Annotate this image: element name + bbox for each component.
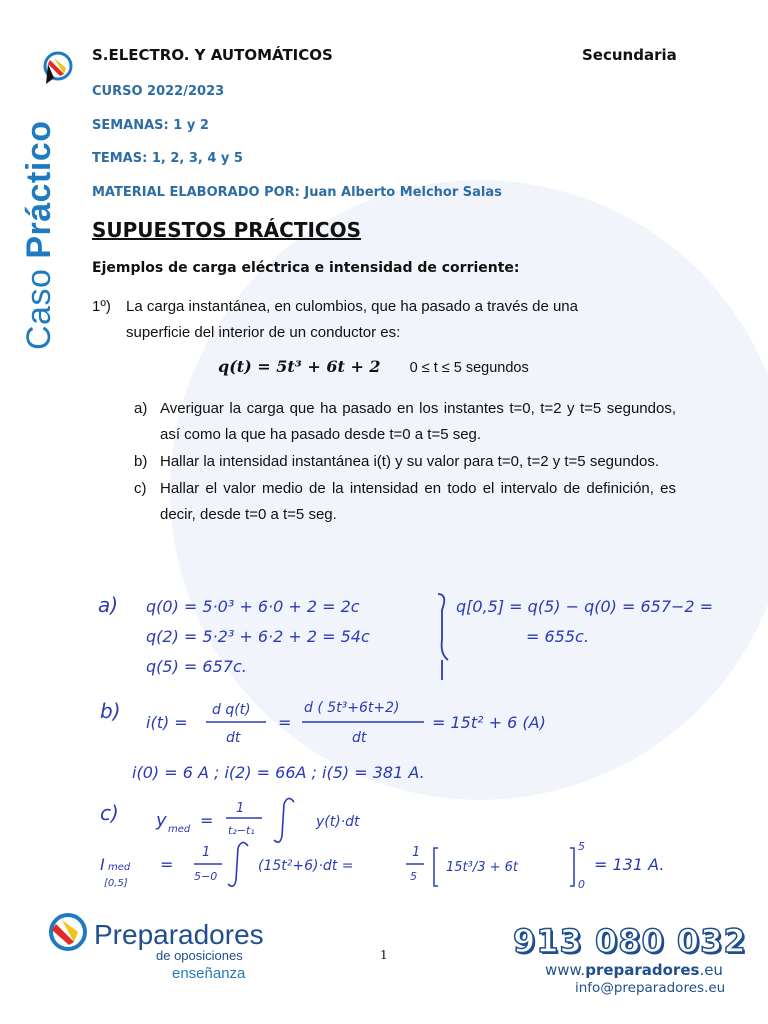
header-topics: TEMAS: 1, 2, 3, 4 y 5 <box>92 151 243 166</box>
section-subtitle: Ejemplos de carga eléctrica e intensidad de corriente: <box>92 260 520 276</box>
handwritten-solution <box>90 580 758 900</box>
solution-b-label: b) <box>100 699 121 723</box>
question-text: Hallar el valor medio de la intensidad en todo el intervalo de definición, es decir, desde t=0 a t=5 seg. <box>160 480 676 523</box>
solution-a-line-3: q(5) = 657c. <box>146 657 247 676</box>
solution-b-lhs: i(t) = <box>146 713 188 732</box>
section-title: SUPUESTOS PRÁCTICOS <box>92 218 362 242</box>
header-author: MATERIAL ELABORADO POR: Juan Alberto Melchor Salas <box>92 185 502 200</box>
equals-sign: = <box>278 713 292 732</box>
bracket-upper-limit: 5 <box>578 840 585 853</box>
website-domain: preparadores <box>585 961 700 979</box>
question-text: Hallar la intensidad instantánea i(t) y su valor para t=0, t=2 y t=5 segundos. <box>160 453 660 470</box>
brand-tag-text: enseñanza <box>172 965 246 982</box>
solution-c2-frac2-num: 1 <box>412 845 421 860</box>
solution-c-I-sub: med <box>108 862 131 873</box>
contact-phone: 913 080 032 <box>513 922 747 960</box>
solution-c-y: y <box>156 810 167 831</box>
contact-website[interactable] <box>545 961 723 979</box>
header-weeks: SEMANAS: 1 y 2 <box>92 118 209 133</box>
question-item <box>134 396 676 448</box>
side-vertical-title <box>20 120 59 350</box>
question-letter: c) <box>134 480 147 497</box>
solution-c-label: c) <box>100 801 119 825</box>
solution-c-integrand: y(t)·dt <box>316 814 360 830</box>
brand-logo-icon <box>40 48 76 92</box>
solution-brace-icon <box>438 594 448 680</box>
solution-c-y-sub: med <box>168 824 191 835</box>
page-number: 1 <box>380 948 388 962</box>
solution-b-frac2-num: d ( 5t³+6t+2) <box>304 700 400 716</box>
question-letter: a) <box>134 400 148 417</box>
question-list <box>134 396 676 529</box>
header-course: CURSO 2022/2023 <box>92 84 225 99</box>
contact-email[interactable]: info@preparadores.eu <box>575 980 726 996</box>
solution-c2-frac-num: 1 <box>202 845 211 860</box>
equals-sign: = <box>160 855 174 874</box>
problem-statement <box>92 294 676 346</box>
side-title-bold: Práctico <box>20 120 58 259</box>
integral-icon <box>228 842 248 886</box>
solution-c2-bracket-content: 15t³/3 + 6t <box>446 860 519 875</box>
charge-formula <box>218 357 529 376</box>
solution-c-frac-den: t₂−t₁ <box>228 824 255 837</box>
solution-b-frac2-den: dt <box>352 730 367 746</box>
footer-brand-logo <box>44 902 284 982</box>
bracket-lower-limit: 0 <box>578 878 585 891</box>
solution-c-I-interval: [0,5] <box>104 878 128 889</box>
question-letter: b) <box>134 453 148 470</box>
formula-range: 0 ≤ t ≤ 5 segundos <box>409 360 529 376</box>
header-level: Secundaria <box>582 46 677 64</box>
solution-c-frac-num: 1 <box>236 801 245 816</box>
question-item <box>134 449 676 475</box>
solution-b-result: = 15t² + 6 (A) <box>432 713 546 732</box>
problem-line-2: superficie del interior de un conductor es: <box>126 324 401 341</box>
equals-sign: = <box>200 811 214 830</box>
problem-number: 1º) <box>92 298 111 315</box>
side-title-light: Caso <box>20 258 58 350</box>
solution-b-frac1-den: dt <box>226 730 241 746</box>
solution-c2-result: = 131 A. <box>594 855 665 874</box>
problem-line-1: La carga instantánea, en culombios, que ha pasado a través de una <box>126 298 578 315</box>
solution-a-line-5: = 655c. <box>526 627 589 646</box>
website-prefix: www. <box>545 961 586 979</box>
solution-a-line-4: q[0,5] = q(5) − q(0) = 657−2 = <box>456 597 714 616</box>
formula-expression: q(t) = 5t³ + 6t + 2 <box>218 357 381 376</box>
brand-main-text: Preparadores <box>94 919 264 950</box>
solution-c2-integrand: (15t²+6)·dt = <box>258 858 354 874</box>
brand-sub-text: de oposiciones <box>156 948 243 963</box>
solution-c2-frac2-den: 5 <box>410 870 417 883</box>
solution-c-I: I <box>100 855 105 874</box>
header-subject: S.ELECTRO. Y AUTOMÁTICOS <box>92 46 333 64</box>
solution-c2-frac-den: 5−0 <box>194 870 218 883</box>
solution-a-line-2: q(2) = 5·2³ + 6·2 + 2 = 54c <box>146 627 370 646</box>
integral-icon <box>274 798 294 842</box>
question-item <box>134 476 676 528</box>
website-suffix: .eu <box>699 961 723 979</box>
solution-a-line-1: q(0) = 5·0³ + 6·0 + 2 = 2c <box>146 597 360 616</box>
solution-b-values: i(0) = 6 A ; i(2) = 66A ; i(5) = 381 A. <box>132 763 425 782</box>
question-text: Averiguar la carga que ha pasado en los instantes t=0, t=2 y t=5 segundos, así como la que ha pasado desde t=0 a t=5 seg. <box>160 400 676 443</box>
solution-a-label: a) <box>98 593 119 617</box>
solution-b-frac1-num: d q(t) <box>212 702 251 718</box>
